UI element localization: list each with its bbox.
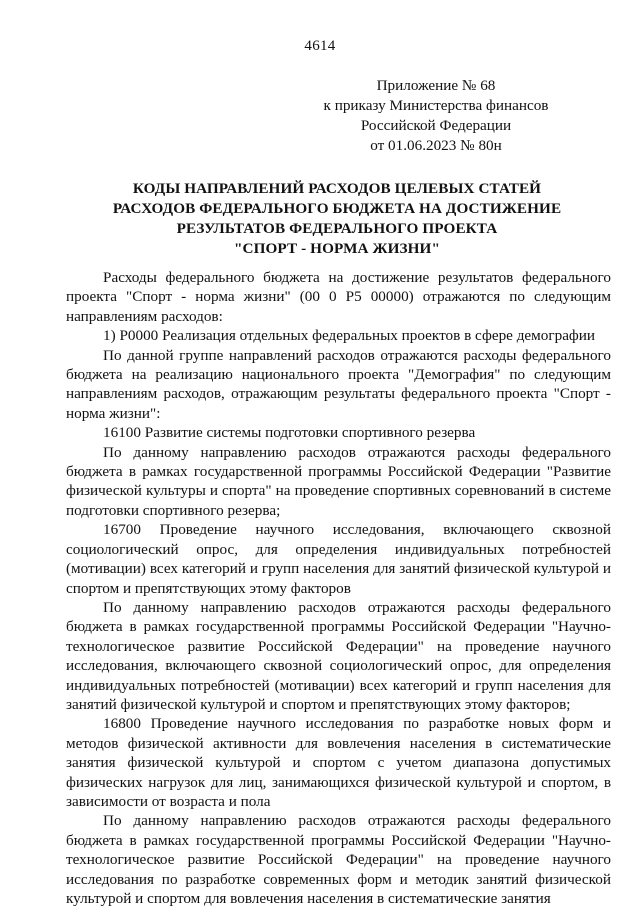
appendix-header: [286, 76, 586, 156]
title-line: РЕЗУЛЬТАТОВ ФЕДЕРАЛЬНОГО ПРОЕКТА: [176, 220, 498, 237]
appendix-line: Российской Федерации: [360, 117, 512, 134]
page-number: 4614: [304, 38, 336, 54]
title-line: "СПОРТ - НОРМА ЖИЗНИ": [234, 240, 440, 257]
title-line: КОДЫ НАПРАВЛЕНИЙ РАСХОДОВ ЦЕЛЕВЫХ СТАТЕЙ: [132, 180, 542, 197]
document-body: [66, 268, 611, 908]
body-paragraph: По данному направлению расходов отражаются расходы федерального бюджета в рамках государственной программы Российской Федерации "Развитие физической культуры и спорта" на проведение спортивных соревнований в системе подготовки спортивного резерва;: [66, 443, 611, 519]
body-paragraph: По данному направлению расходов отражаются расходы федерального бюджета в рамках государственной программы Российской Федерации "Научно-технологическое развитие Российской Федерации" на проведение научного исследования по разработке современных форм и методик занятий физической культурой и спортом для вовлечения населения в систематические занятия: [66, 812, 611, 907]
body-paragraph: По данной группе направлений расходов отражаются расходы федерального бюджета на реализацию национального проекта "Демография" по следующим направлениям расходов, отражающим результаты федерального проекта "Спорт - норма жизни":: [66, 346, 611, 422]
document-title: [60, 179, 614, 259]
body-paragraph: 16100 Развитие системы подготовки спортивного резерва: [103, 424, 476, 442]
title-line: РАСХОДОВ ФЕДЕРАЛЬНОГО БЮДЖЕТА НА ДОСТИЖЕНИЕ: [112, 200, 562, 217]
body-paragraph: 16700 Проведение научного исследования, включающего сквозной социологический опрос, для определения индивидуальных потребностей (мотивации) всех категорий и групп населения для занятий физической культурой и спортом и препятствующих этому факторов: [66, 521, 611, 597]
appendix-line: к приказу Министерства финансов: [323, 97, 549, 114]
body-paragraph: 1) Р0000 Реализация отдельных федеральных проектов в сфере демографии: [103, 327, 596, 345]
body-paragraph: По данному направлению расходов отражаются расходы федерального бюджета в рамках государственной программы Российской Федерации "Научно-технологическое развитие Российской Федерации" на проведение научного исследования, включающего сквозной социологический опрос, для определения индивидуальных потребностей (мотивации) всех категорий и групп населения для занятий физической культурой и спортом и препятствующих этому факторов;: [66, 598, 611, 713]
body-paragraph: 16800 Проведение научного исследования по разработке новых форм и методов физической активности для вовлечения населения в систематические занятия физической культурой и спортом с учетом диапазона допустимых физических нагрузок для лиц, занимающихся физической культурой и спортом, в зависимости от возраста и пола: [66, 715, 611, 810]
appendix-line: Приложение № 68: [376, 77, 496, 94]
body-paragraph: Расходы федерального бюджета на достижение результатов федерального проекта "Спорт - норма жизни" (00 0 Р5 00000) отражаются по следующим направлениям расходов:: [66, 269, 611, 325]
appendix-line: от 01.06.2023 № 80н: [370, 137, 502, 154]
